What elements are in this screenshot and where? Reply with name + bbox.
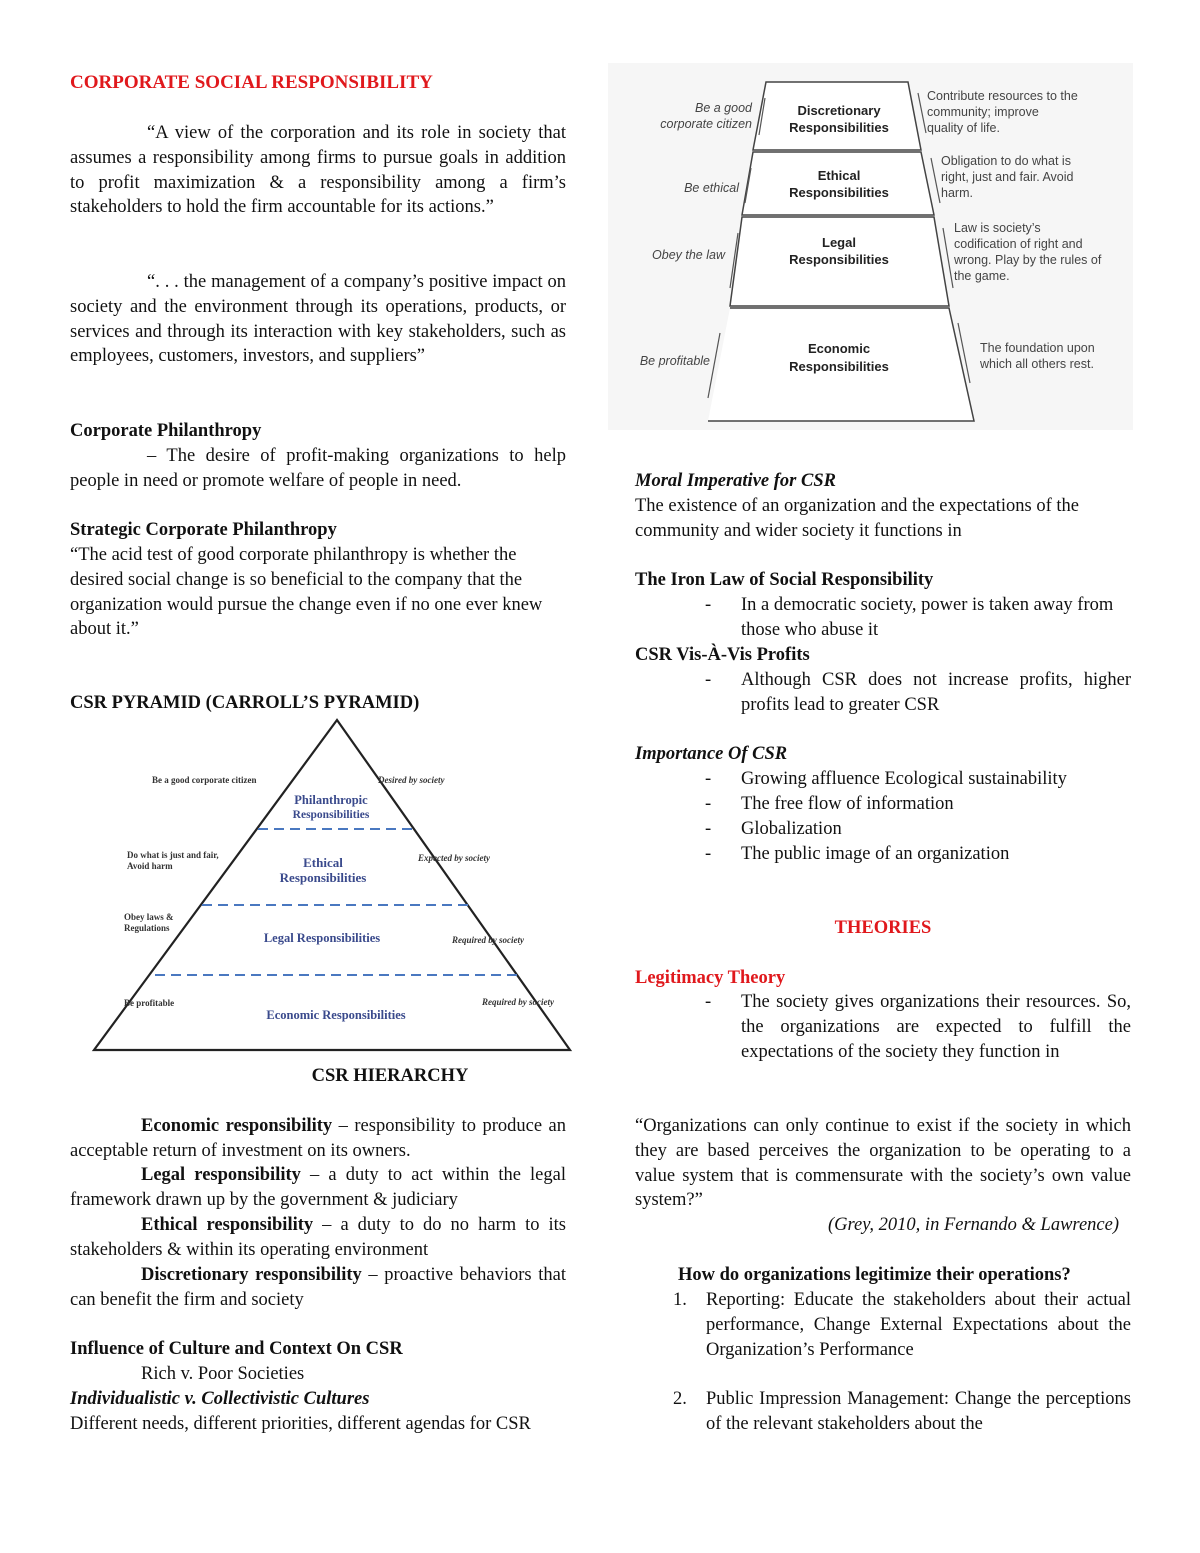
importance-text: Globalization — [741, 819, 842, 839]
bullet-dash: - — [705, 769, 712, 789]
hierarchy-desc: – responsibility to produce an acceptable return of investment on its owners. — [70, 1116, 566, 1161]
philanthropy-heading: Corporate Philanthropy — [70, 421, 262, 441]
pyramid-left-label-2a: Do what is just and fair, — [127, 850, 219, 860]
list-number: 1. — [673, 1290, 687, 1310]
bullet-dash: - — [705, 992, 712, 1012]
hierarchy-term: Economic responsibility — [141, 1116, 333, 1136]
hierarchy-heading: CSR HIERARCHY — [311, 1066, 469, 1086]
tier-legal-right-d: the game. — [954, 269, 1010, 283]
pyramid-layer-legal: Legal Responsibilities — [263, 931, 381, 945]
culture-text: Different needs, different priorities, different agendas for CSR — [70, 1414, 531, 1434]
hierarchy-item-ethical — [70, 1213, 566, 1263]
tier-legal-left: Obey the law — [652, 248, 725, 262]
hierarchy-item-discretionary — [70, 1263, 566, 1313]
pyramid-layer-philanthropic-2: Responsibilities — [292, 809, 370, 821]
pyramid-left-label-3b: Regulations — [124, 923, 170, 933]
pyramid-heading: CSR PYRAMID (CARROLL’S PYRAMID) — [70, 693, 420, 713]
philanthropy-text: – The desire of profit-making organizations to help people in need or promote welfare of people in need. — [70, 446, 566, 491]
pyramid-right-label-3: Required by society — [452, 935, 524, 945]
tier-economic-label: Economic — [807, 341, 871, 356]
tier-discretionary-label-2: Responsibilities — [789, 120, 889, 135]
hierarchy-term: Legal responsibility — [141, 1165, 301, 1185]
importance-text: The public image of an organization — [741, 844, 1010, 864]
bullet-dash: - — [705, 595, 712, 615]
pyramid-right-label-1: Desired by society — [378, 775, 445, 785]
moral-heading: Moral Imperative for CSR — [635, 471, 836, 491]
hierarchy-desc: – a duty to do no harm to its stakeholders & within its operating environment — [70, 1215, 567, 1260]
list-number: 2. — [673, 1389, 687, 1409]
pyramid-left-label-2b: Avoid harm — [127, 861, 173, 871]
pyramid-left-label-1: Be a good corporate citizen — [152, 775, 257, 785]
legitimacy-quote: “Organizations can only continue to exist if the society in which they are based perceives the organization to be operating to a value system that is commensurate with the society’s own value system?” — [635, 1116, 1131, 1211]
tier-ethical-label: Ethical — [817, 168, 861, 183]
bullet-dash: - — [705, 844, 712, 864]
tier-ethical-right-c: harm. — [941, 186, 973, 200]
tier-legal-right-a: Law is society’s — [954, 221, 1041, 235]
tier-discretionary-right-c: quality of life. — [927, 121, 1000, 135]
vis-a-vis-heading: CSR Vis-À-Vis Profits — [635, 645, 810, 665]
moral-text: The existence of an organization and the expectations of the community and wider society it functions in — [635, 496, 1079, 541]
pyramid-right-label-2: Expected by society — [418, 853, 490, 863]
tier-economic-right-b: which all others rest. — [980, 357, 1094, 371]
pyramid-layer-economic: Economic Responsibilities — [266, 1008, 406, 1022]
tier-legal-label: Legal — [822, 235, 856, 250]
tier-discretionary-left-a: Be a good — [695, 101, 752, 115]
legitimacy-text: The society gives organizations their resources. So, the organizations are expected to fulfill the expectations of the society they function in — [741, 992, 1131, 1062]
iron-law-heading: The Iron Law of Social Responsibility — [635, 570, 934, 590]
definition-quote-2: “. . . the management of a company’s positive impact on society and the environment through its operations, products, or services and through its interaction with key stakeholders, such as employees, customers, investors, and suppliers” — [70, 272, 566, 367]
pyramid-layer-ethical: Ethical — [303, 855, 343, 870]
culture-sub: Rich v. Poor Societies — [141, 1364, 305, 1384]
bullet-dash: - — [705, 794, 712, 814]
tier-economic-left: Be profitable — [639, 354, 710, 368]
carroll-pyramid-diagram — [90, 715, 580, 1055]
pyramid-left-label-4: Be profitable — [124, 998, 175, 1008]
importance-heading: Importance Of CSR — [635, 744, 788, 764]
tier-ethical — [742, 152, 934, 215]
hierarchy-term: Discretionary responsibility — [141, 1265, 362, 1285]
hierarchy-term: Ethical responsibility — [141, 1215, 314, 1235]
tier-discretionary-label: Discretionary — [797, 103, 881, 118]
how-item-text: Reporting: Educate the stakeholders about their actual performance, Change External Expectations about the Organization’s Performance — [706, 1290, 1131, 1360]
tier-ethical-right-a: Obligation to do what is — [941, 154, 1071, 168]
tier-ethical-right-b: right, just and fair. Avoid — [941, 170, 1074, 184]
iron-law-text: In a democratic society, power is taken away from those who abuse it — [741, 595, 1114, 640]
bullet-dash: - — [705, 670, 712, 690]
pyramid-left-label-3a: Obey laws & — [124, 912, 174, 922]
pyramid-layer-philanthropic: Philanthropic — [294, 793, 368, 807]
bullet-dash: - — [705, 819, 712, 839]
tier-legal-right-b: codification of right and — [954, 237, 1083, 251]
hierarchy-desc: – proactive behaviors that can benefit the firm and society — [70, 1265, 566, 1310]
csr-responsibilities-diagram — [608, 63, 1133, 430]
tier-legal-right-c: wrong. Play by the rules of — [954, 253, 1102, 267]
importance-text: The free flow of information — [741, 794, 954, 814]
how-item-text: Public Impression Management: Change the perceptions of the relevant stakeholders about the — [706, 1389, 1131, 1434]
how-heading: How do organizations legitimize their operations? — [678, 1265, 1071, 1285]
vis-a-vis-text: Although CSR does not increase profits, higher profits lead to greater CSR — [741, 670, 1131, 715]
tier-discretionary-right-b: community; improve — [927, 105, 1039, 119]
theories-heading: THEORIES — [834, 918, 932, 938]
culture-heading: Influence of Culture and Context On CSR — [70, 1339, 403, 1359]
tier-discretionary-right-a: Contribute resources to the — [927, 89, 1078, 103]
page-title: CORPORATE SOCIAL RESPONSIBILITY — [70, 72, 433, 93]
tier-ethical-left: Be ethical — [684, 181, 739, 195]
tier-discretionary-left-b: corporate citizen — [660, 117, 752, 131]
strategic-heading: Strategic Corporate Philanthropy — [70, 520, 337, 540]
pyramid-right-label-4: Required by society — [482, 997, 554, 1007]
importance-text: Growing affluence Ecological sustainability — [741, 769, 1067, 789]
tier-ethical-label-2: Responsibilities — [789, 185, 889, 200]
strategic-text: “The acid test of good corporate philanthropy is whether the desired social change is so beneficial to the company that the organization would pursue the change even if no one ever knew about it.” — [70, 545, 543, 640]
tier-legal-label-2: Responsibilities — [789, 252, 889, 267]
hierarchy-desc: – a duty to act within the legal framework drawn up by the government & judiciary — [70, 1165, 566, 1210]
tier-economic-label-2: Responsibilities — [789, 359, 889, 374]
tier-economic-right-a: The foundation upon — [980, 341, 1095, 355]
hierarchy-item-economic — [70, 1114, 566, 1164]
culture-italic: Individualistic v. Collectivistic Cultures — [70, 1389, 370, 1409]
citation: (Grey, 2010, in Fernando & Lawrence) — [828, 1215, 1119, 1235]
legitimacy-heading: Legitimacy Theory — [635, 968, 786, 988]
hierarchy-item-legal — [70, 1163, 566, 1213]
definition-quote-1: “A view of the corporation and its role in society that assumes a responsibility among firms to pursue goals in addition to profit maximization & a responsibility among a firm’s stakeholders to hold the firm accountable for its actions.” — [70, 123, 566, 218]
pyramid-layer-ethical-2: Responsibilities — [279, 870, 367, 885]
